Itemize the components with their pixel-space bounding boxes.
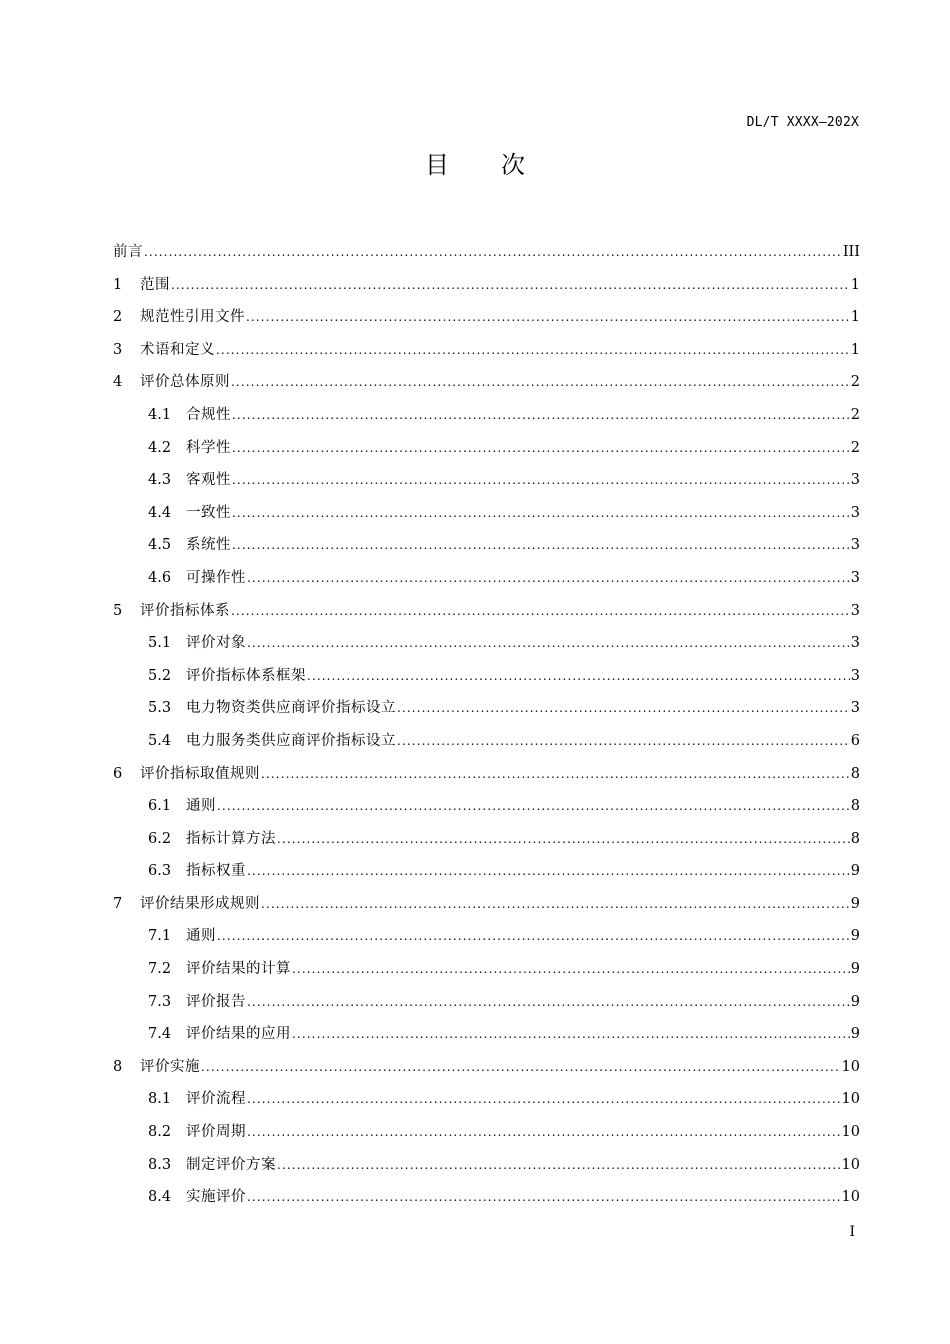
toc-entry-number: 1 bbox=[113, 276, 123, 293]
toc-entry[interactable] bbox=[113, 823, 860, 856]
toc-dot-leader bbox=[232, 399, 850, 432]
toc-entry-title: 通则 bbox=[186, 928, 216, 945]
toc-entry-page: 1 bbox=[850, 341, 860, 358]
toc-entry-number: 6 bbox=[113, 765, 123, 782]
toc-dot-leader bbox=[144, 236, 842, 269]
toc-entry[interactable] bbox=[113, 1051, 860, 1084]
toc-entry[interactable] bbox=[113, 725, 860, 758]
toc-entry-page: 10 bbox=[841, 1189, 860, 1206]
toc-dot-leader bbox=[247, 1083, 841, 1116]
toc-dot-leader bbox=[397, 725, 850, 758]
toc-entry-page: 3 bbox=[850, 569, 860, 586]
toc-entry[interactable] bbox=[113, 888, 860, 921]
toc-entry[interactable] bbox=[113, 1018, 860, 1051]
toc-entry-title: 评价指标体系 bbox=[140, 602, 230, 619]
toc-entry-number: 5.1 bbox=[148, 635, 172, 652]
toc-dot-leader bbox=[231, 595, 850, 628]
toc-entry-number: 6.3 bbox=[148, 863, 172, 880]
toc-entry-page: 3 bbox=[850, 504, 860, 521]
toc-dot-leader bbox=[247, 855, 850, 888]
toc-entry-number: 4.4 bbox=[148, 504, 172, 521]
toc-entry-number: 4.3 bbox=[148, 472, 172, 489]
toc-entry-title: 评价实施 bbox=[140, 1058, 200, 1075]
toc-entry-title: 范围 bbox=[140, 276, 170, 293]
toc-entry[interactable] bbox=[113, 334, 860, 367]
toc-entry-number: 5.2 bbox=[148, 667, 172, 684]
toc-dot-leader bbox=[247, 627, 850, 660]
toc-entry-page: 3 bbox=[850, 537, 860, 554]
toc-entry-page: 8 bbox=[850, 798, 860, 815]
toc-entry-page: 9 bbox=[850, 928, 860, 945]
toc-entry-page: 3 bbox=[850, 667, 860, 684]
toc-entry-title: 实施评价 bbox=[186, 1189, 246, 1206]
toc-entry-title: 科学性 bbox=[186, 439, 231, 456]
toc-entry[interactable] bbox=[113, 986, 860, 1019]
toc-entry-number: 6.1 bbox=[148, 798, 172, 815]
toc-entry-number: 5 bbox=[113, 602, 123, 619]
toc-entry-page: 3 bbox=[850, 602, 860, 619]
toc-dot-leader bbox=[247, 986, 850, 1019]
toc-entry-page: 9 bbox=[850, 863, 860, 880]
toc-dot-leader bbox=[292, 953, 850, 986]
toc-dot-leader bbox=[232, 432, 850, 465]
toc-entry-number: 4.6 bbox=[148, 569, 172, 586]
toc-entry-page: III bbox=[842, 244, 860, 260]
toc-entry[interactable] bbox=[113, 855, 860, 888]
toc-entry-page: 9 bbox=[850, 1026, 860, 1043]
toc-dot-leader bbox=[277, 823, 850, 856]
toc-entry-title: 可操作性 bbox=[186, 569, 246, 586]
page-number: I bbox=[849, 1224, 855, 1240]
toc-dot-leader bbox=[397, 692, 850, 725]
toc-entry-title: 指标计算方法 bbox=[186, 830, 276, 847]
toc-dot-leader bbox=[307, 660, 850, 693]
toc-dot-leader bbox=[277, 1149, 841, 1182]
toc-entry[interactable] bbox=[113, 366, 860, 399]
toc-entry-number: 7.1 bbox=[148, 928, 172, 945]
toc-entry-title: 评价周期 bbox=[186, 1124, 246, 1141]
toc-entry-title: 评价结果的计算 bbox=[186, 961, 291, 978]
toc-entry-title: 制定评价方案 bbox=[186, 1156, 276, 1173]
toc-entry-title: 前言 bbox=[113, 244, 143, 260]
toc-dot-leader bbox=[217, 920, 850, 953]
toc-dot-leader bbox=[247, 562, 850, 595]
toc-dot-leader bbox=[247, 1181, 841, 1214]
title-char-1: 目 bbox=[425, 151, 449, 179]
toc-entry-number: 6.2 bbox=[148, 830, 172, 847]
toc-entry-number: 8.2 bbox=[148, 1124, 172, 1141]
title-char-2: 次 bbox=[501, 151, 525, 179]
toc-entry[interactable] bbox=[113, 497, 860, 530]
toc-entry-number: 8.4 bbox=[148, 1189, 172, 1206]
toc-entry-number: 8.1 bbox=[148, 1091, 172, 1108]
toc-entry-title: 术语和定义 bbox=[140, 341, 215, 358]
toc-entry-page: 9 bbox=[850, 961, 860, 978]
toc-entry-number: 7.4 bbox=[148, 1026, 172, 1043]
toc-entry[interactable] bbox=[113, 236, 860, 269]
toc-entry[interactable] bbox=[113, 595, 860, 628]
toc-dot-leader bbox=[247, 1116, 841, 1149]
toc-dot-leader bbox=[292, 1018, 850, 1051]
toc-dot-leader bbox=[231, 366, 850, 399]
toc-entry-title: 评价报告 bbox=[186, 993, 246, 1010]
toc-entry-page: 2 bbox=[850, 374, 860, 391]
toc-entry[interactable] bbox=[113, 562, 860, 595]
toc-dot-leader bbox=[246, 301, 850, 334]
toc-entry-title: 一致性 bbox=[186, 504, 231, 521]
toc-entry-title: 系统性 bbox=[186, 537, 231, 554]
toc-entry-number: 4.1 bbox=[148, 406, 172, 423]
toc-entry[interactable] bbox=[113, 1149, 860, 1182]
toc-entry[interactable] bbox=[113, 692, 860, 725]
toc-entry-page: 9 bbox=[850, 993, 860, 1010]
toc-entry-number: 8.3 bbox=[148, 1156, 172, 1173]
toc-entry-title: 规范性引用文件 bbox=[140, 309, 245, 326]
toc-dot-leader bbox=[261, 888, 850, 921]
toc-entry[interactable] bbox=[113, 269, 860, 302]
toc-dot-leader bbox=[201, 1051, 841, 1084]
toc-entry-title: 评价流程 bbox=[186, 1091, 246, 1108]
toc-entry[interactable] bbox=[113, 1083, 860, 1116]
toc-entry[interactable] bbox=[113, 432, 860, 465]
toc-entry[interactable] bbox=[113, 1181, 860, 1214]
table-of-contents bbox=[113, 236, 860, 1214]
toc-entry-number: 7.3 bbox=[148, 993, 172, 1010]
toc-entry-title: 客观性 bbox=[186, 472, 231, 489]
toc-entry-title: 电力物资类供应商评价指标设立 bbox=[186, 700, 396, 717]
toc-entry-number: 3 bbox=[113, 341, 123, 358]
toc-dot-leader bbox=[232, 464, 850, 497]
toc-entry-title: 评价指标体系框架 bbox=[186, 667, 306, 684]
toc-entry[interactable] bbox=[113, 758, 860, 791]
toc-entry-title: 评价指标取值规则 bbox=[140, 765, 260, 782]
toc-entry-page: 10 bbox=[841, 1091, 860, 1108]
toc-entry[interactable] bbox=[113, 627, 860, 660]
toc-entry-page: 1 bbox=[850, 276, 860, 293]
toc-entry-title: 指标权重 bbox=[186, 863, 246, 880]
toc-entry-page: 3 bbox=[850, 635, 860, 652]
toc-entry[interactable] bbox=[113, 1116, 860, 1149]
toc-entry-number: 4.5 bbox=[148, 537, 172, 554]
toc-entry-title: 通则 bbox=[186, 798, 216, 815]
toc-dot-leader bbox=[217, 790, 850, 823]
toc-entry-page: 2 bbox=[850, 439, 860, 456]
page-title bbox=[0, 150, 950, 180]
toc-entry-number: 5.4 bbox=[148, 732, 172, 749]
toc-entry-title: 电力服务类供应商评价指标设立 bbox=[186, 732, 396, 749]
toc-entry-page: 10 bbox=[841, 1124, 860, 1141]
toc-entry[interactable] bbox=[113, 529, 860, 562]
toc-entry-title: 合规性 bbox=[186, 406, 231, 423]
toc-entry-title: 评价结果形成规则 bbox=[140, 895, 260, 912]
toc-entry[interactable] bbox=[113, 920, 860, 953]
toc-entry-page: 3 bbox=[850, 472, 860, 489]
toc-entry-page: 2 bbox=[850, 406, 860, 423]
toc-entry-title: 评价结果的应用 bbox=[186, 1026, 291, 1043]
toc-entry-page: 6 bbox=[850, 732, 860, 749]
toc-entry-title: 评价对象 bbox=[186, 635, 246, 652]
toc-entry-page: 3 bbox=[850, 700, 860, 717]
toc-dot-leader bbox=[261, 758, 850, 791]
toc-entry[interactable] bbox=[113, 953, 860, 986]
toc-entry-number: 7 bbox=[113, 895, 123, 912]
toc-dot-leader bbox=[216, 334, 850, 367]
toc-dot-leader bbox=[171, 269, 850, 302]
toc-dot-leader bbox=[232, 497, 850, 530]
toc-entry-page: 8 bbox=[850, 830, 860, 847]
toc-entry-page: 1 bbox=[850, 309, 860, 326]
toc-entry-page: 9 bbox=[850, 895, 860, 912]
toc-entry-number: 4 bbox=[113, 374, 123, 391]
toc-entry[interactable] bbox=[113, 660, 860, 693]
toc-entry[interactable] bbox=[113, 399, 860, 432]
toc-entry-number: 4.2 bbox=[148, 439, 172, 456]
toc-entry-number: 2 bbox=[113, 309, 123, 326]
toc-entry-page: 10 bbox=[841, 1058, 860, 1075]
toc-entry[interactable] bbox=[113, 790, 860, 823]
document-code: DL/T XXXX—202X bbox=[746, 115, 859, 130]
toc-entry-number: 8 bbox=[113, 1058, 123, 1075]
toc-entry[interactable] bbox=[113, 464, 860, 497]
toc-dot-leader bbox=[232, 529, 850, 562]
toc-entry-page: 8 bbox=[850, 765, 860, 782]
toc-entry[interactable] bbox=[113, 301, 860, 334]
toc-entry-page: 10 bbox=[841, 1156, 860, 1173]
toc-entry-number: 5.3 bbox=[148, 700, 172, 717]
toc-entry-title: 评价总体原则 bbox=[140, 374, 230, 391]
toc-entry-number: 7.2 bbox=[148, 961, 172, 978]
